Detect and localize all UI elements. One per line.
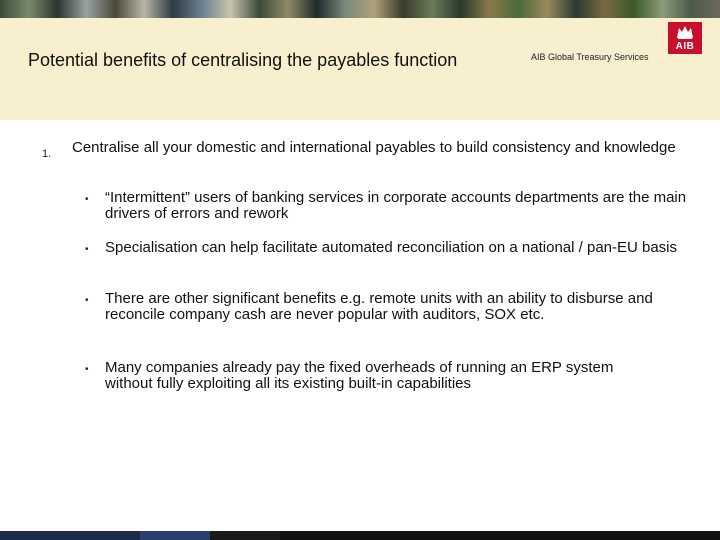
aib-logo-icon — [668, 22, 702, 54]
header-photo-strip — [0, 0, 720, 18]
item-number: 1. — [42, 148, 52, 160]
bullet-text: There are other significant benefits e.g. remote units with an ability to disburse and reconcile company cash are never popular with auditors, SOX etc. — [105, 290, 653, 323]
bullet-text: Specialisation can help facilitate automated reconciliation on a national / pan-EU basis — [105, 239, 678, 256]
footer-segment — [210, 531, 280, 540]
logo-text: AIB — [675, 41, 695, 52]
bullet-icon: • — [85, 295, 89, 306]
bullet-icon: • — [85, 244, 89, 255]
numbered-item-text: Centralise all your domestic and international payables to build consistency and knowledge — [72, 139, 676, 156]
footer-segment — [140, 531, 210, 540]
company-label: AIB Global Treasury Services — [531, 52, 649, 62]
bullet-text: Many companies already pay the fixed overheads of running an ERP system without fully exploiting all its existing built-in capabilities — [105, 359, 614, 392]
footer-segment — [0, 531, 140, 540]
bullet-text: “Intermittent” users of banking services in corporate accounts departments are the main drivers of errors and rework — [105, 189, 687, 222]
bullet-icon: • — [85, 364, 89, 375]
page-title: Potential benefits of centralising the payables function — [28, 50, 458, 70]
bullet-icon: • — [85, 194, 89, 205]
